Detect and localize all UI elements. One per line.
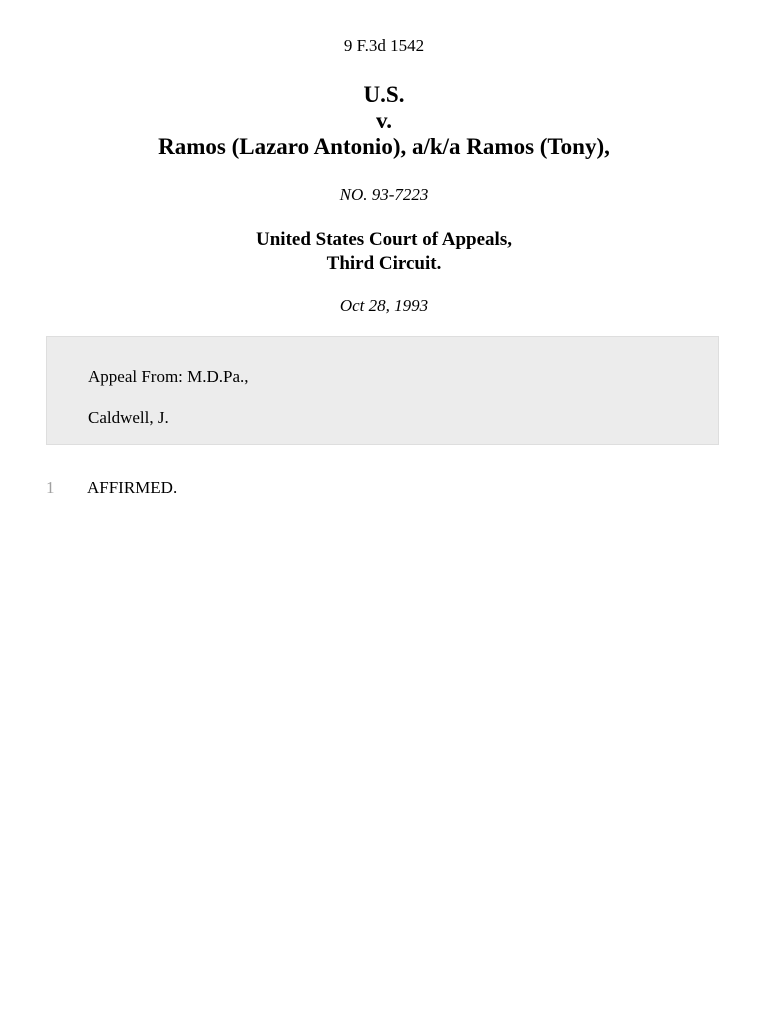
docket-number: NO. 93-7223 — [339, 185, 429, 204]
court-name — [0, 228, 768, 276]
citation: 9 F.3d 1542 — [343, 36, 425, 55]
appeal-judge: Caldwell, J. — [88, 408, 169, 427]
case-title — [0, 82, 768, 160]
court-name-line-2: Third Circuit. — [326, 253, 442, 274]
court-name-line-1: United States Court of Appeals, — [256, 229, 512, 250]
appeal-from: Appeal From: M.D.Pa., — [88, 367, 249, 386]
case-title-line-1: U.S. — [363, 82, 405, 107]
case-title-line-3: Ramos (Lazaro Antonio), a/k/a Ramos (Tony), — [158, 134, 610, 159]
paragraph-text: AFFIRMED. — [87, 478, 178, 497]
decision-date: Oct 28, 1993 — [339, 296, 429, 315]
paragraph-number: 1 — [46, 478, 55, 497]
case-title-line-2: v. — [376, 108, 392, 133]
appeal-info-box — [46, 336, 719, 445]
